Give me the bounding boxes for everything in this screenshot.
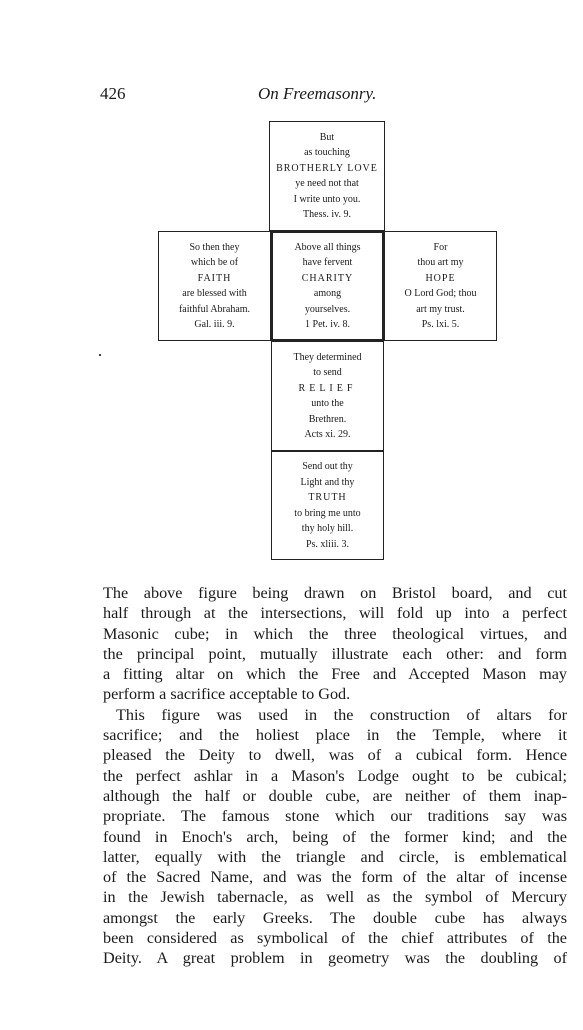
panel-line: faithful Abraham. <box>178 303 251 315</box>
body-line: pleased the Deity to dwell, was of a cubical form. Hence <box>103 746 567 765</box>
panel-line: as touching <box>304 147 350 158</box>
body-line: sacrifice; and the holiest place in the Temple, where it <box>103 726 567 745</box>
panel-virtue: CHARITY <box>301 272 354 284</box>
panel-line: Light and thy <box>300 476 355 488</box>
panel-line: But <box>319 131 335 143</box>
faith-panel <box>158 231 271 341</box>
panel-line: I write unto you. <box>293 193 361 205</box>
body-line: This figure was used in the construction of altars for <box>116 705 567 724</box>
panel-line: O Lord God; thou <box>404 288 477 299</box>
panel-reference: Gal. iii. 9. <box>194 319 235 330</box>
page-number: 426 <box>100 84 126 103</box>
panel-line: So then they <box>189 241 240 253</box>
body-line: Masonic cube; in which the three theological virtues, and <box>103 624 567 643</box>
panel-line: They determined <box>293 351 362 363</box>
body-line: the perfect ashlar in a Mason's Lodge ought to be cubical; <box>103 766 567 785</box>
panel-line: Send out thy <box>302 461 353 472</box>
body-line: Deity. A great problem in geometry was the doubling of <box>103 949 567 968</box>
panel-line: to send <box>313 367 342 378</box>
brotherly-love-panel <box>269 121 385 231</box>
body-line: although the half or double cube, are neither of them inap- <box>103 786 567 805</box>
panel-reference: 1 Pet. iv. 8. <box>305 319 350 330</box>
body-line: the principal point, mutually illustrate each other: and form <box>103 644 567 663</box>
body-line: in the Jewish tabernacle, as well as the symbol of Mercury <box>103 888 567 907</box>
body-line: of the Sacred Name, and was the form of the altar of incense <box>103 868 567 887</box>
panel-virtue: RELIEF <box>298 382 357 394</box>
hope-panel <box>384 231 497 341</box>
panel-line: For <box>433 241 448 253</box>
panel-virtue: TRUTH <box>308 492 347 503</box>
page-header <box>0 84 583 108</box>
running-title: On Freemasonry. <box>258 84 377 103</box>
panel-line: are blessed with <box>182 288 247 299</box>
stray-dot <box>99 354 101 356</box>
body-line: latter, equally with the triangle and circle, is emblematical <box>103 847 567 866</box>
panel-line: among <box>313 288 342 299</box>
panel-line: unto the <box>311 398 344 409</box>
panel-virtue: HOPE <box>425 272 456 284</box>
body-text <box>103 583 567 969</box>
panel-line: art my trust. <box>416 303 465 315</box>
panel-reference: Acts xi. 29. <box>304 429 351 440</box>
truth-panel <box>271 451 384 560</box>
relief-panel <box>271 341 384 451</box>
body-line: been considered as symbolical of the chief attributes of the <box>103 929 567 948</box>
body-line: propriate. The famous stone which our traditions say was <box>103 807 567 826</box>
panel-line: thy holy hill. <box>301 523 354 534</box>
body-line: found in Enoch's arch, being of the former kind; and the <box>103 827 567 846</box>
panel-line: ye need not that <box>295 178 359 189</box>
panel-line: thou art my <box>417 257 464 268</box>
body-line: perform a sacrifice acceptable to God. <box>103 685 351 704</box>
body-line: amongst the early Greeks. The double cube has always <box>103 908 567 927</box>
panel-reference: Ps. xliii. 3. <box>305 538 350 550</box>
panel-virtue: FAITH <box>197 272 232 284</box>
panel-line: have fervent <box>302 257 353 268</box>
body-line: The above figure being drawn on Bristol board, and cut <box>103 584 567 602</box>
panel-virtue: BROTHERLY LOVE <box>276 162 378 174</box>
panel-reference: Ps. lxi. 5. <box>421 319 460 330</box>
panel-line: to bring me unto <box>294 507 361 519</box>
body-line: half through at the intersections, will fold up into a perfect <box>103 604 567 623</box>
panel-line: yourselves. <box>304 303 351 315</box>
panel-line: which be of <box>190 257 239 268</box>
panel-line: Brethren. <box>308 413 347 425</box>
body-line: a fitting altar on which the Free and Accepted Mason may <box>103 665 567 684</box>
panel-line: Above all things <box>294 241 361 253</box>
charity-panel <box>271 231 384 341</box>
panel-reference: Thess. iv. 9. <box>303 209 351 220</box>
